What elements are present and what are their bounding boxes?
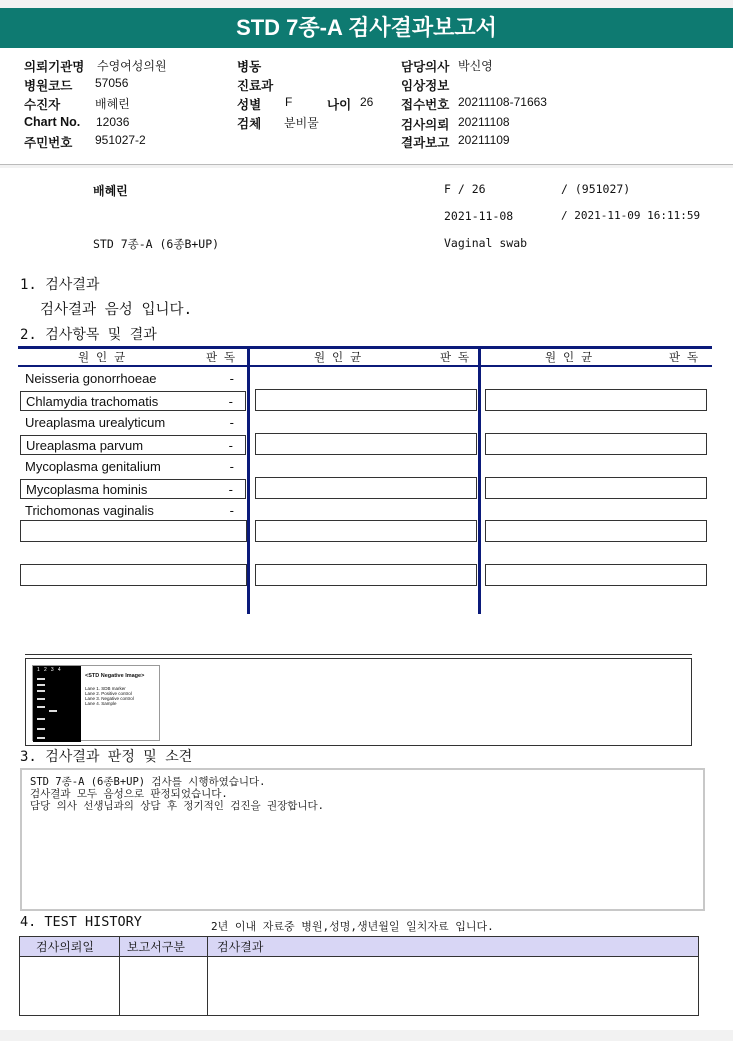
organism-name: Ureaplasma parvum [26,438,144,453]
organism-row [20,413,246,433]
summary-collect-date: 2021-11-08 [444,209,514,223]
column-header [18,349,247,365]
grid-divider [478,346,481,614]
organism-row [20,501,246,521]
institution-value: 수영여성의원 [97,59,167,73]
patient-value: 배혜린 [95,97,130,111]
history-divider [119,937,120,1015]
section1-title: 1. 검사결과 [20,277,100,293]
summary-specimen: Vaginal swab [444,236,528,250]
remarks-box [20,768,705,911]
summary-test-name: STD 7종-A (6종B+UP) [93,237,220,251]
remark-line: 담당 의사 선생님과의 상담 후 정기적인 검진을 권장합니다. [30,800,325,812]
grid-header-rule [18,365,712,367]
history-divider [207,937,208,1015]
section1-result: 검사결과 음성 입니다. [40,302,193,318]
ward-row [237,57,261,75]
gel-lane-numbers: 1 2 3 4 [37,667,61,673]
request-row [401,115,510,133]
organism-row [20,457,246,477]
image-divider [25,654,692,655]
report-date-value: 20211109 [458,133,510,147]
doctor-value: 박신영 [458,59,493,73]
column-header [481,349,712,365]
doctor-row [401,57,493,75]
summary-name: 배혜린 [93,184,128,198]
specimen-label: 검체 [237,117,262,131]
chart-label: Chart No. [24,115,81,129]
dept-label: 진료과 [237,79,274,93]
empty-cell [255,520,477,542]
organism-name: Mycoplasma genitalium [25,459,161,474]
gel-band [37,690,45,692]
col-judgement-label: 판 독 [206,350,236,364]
column-header [250,349,478,365]
history-table [19,936,699,1016]
clinical-label: 임상정보 [401,79,450,93]
organism-result: - [228,438,233,453]
organism-row [20,369,246,389]
accession-label: 접수번호 [401,98,450,112]
gel-band [49,710,57,712]
section3-title: 3. 검사결과 판정 및 소견 [20,749,193,765]
gel-legend-1: Lane 1. SDB marker [85,686,126,691]
col-judgement-label: 판 독 [669,350,699,364]
organism-name: Mycoplasma hominis [26,482,148,497]
institution-row [24,57,167,75]
empty-cell [485,389,707,411]
sex-value: F [285,95,293,109]
remark-line: 검사결과 모두 음성으로 판정되었습니다. [30,788,228,800]
organism-result: - [229,415,234,430]
empty-cell [20,564,247,586]
organism-row [20,391,246,411]
report-date-row [401,133,510,151]
organism-result: - [229,459,234,474]
report-title: STD 7종-A 검사결과보고서 [0,8,733,48]
hospital-code-label: 병원코드 [24,79,73,93]
summary-report-datetime: / 2021-11-09 16:11:59 [561,209,701,222]
organism-name: Chlamydia trachomatis [26,394,159,409]
accession-value: 20211108-71663 [458,95,547,109]
gel-legend-4: Lane 4. Sample [85,701,117,706]
empty-cell [255,564,477,586]
gel-band [37,718,45,720]
col-organism-label: 원 인 균 [314,350,362,364]
empty-cell [485,477,707,499]
request-value: 20211108 [458,115,510,129]
col-judgement-label: 판 독 [440,350,470,364]
empty-cell [485,520,707,542]
organism-result: - [229,371,234,386]
remark-line: STD 7종-A (6종B+UP) 검사를 시행하였습니다. [30,776,266,788]
gel-image-frame [25,658,692,746]
organism-row [20,435,246,455]
age-value: 26 [360,95,374,109]
gel-band [37,728,45,730]
gel-band [37,684,45,686]
empty-cell [485,564,707,586]
patient-label: 수진자 [24,98,61,112]
history-col-result: 검사결과 [217,940,264,954]
gel-legend-3: Lane 3. Negative control [85,696,134,701]
summary-rrn: / (951027) [561,182,631,196]
summary-sex-age: F / 26 [444,182,486,196]
specimen-value: 분비물 [284,116,319,130]
age-label: 나이 [327,98,352,112]
organism-result: - [228,482,233,497]
history-header [20,937,698,957]
empty-cell [485,433,707,455]
sex-label: 성별 [237,98,262,112]
ward-label: 병동 [237,60,262,74]
rrn-row [24,133,146,151]
report-date-label: 결과보고 [401,136,450,150]
hospital-code-value: 57056 [95,76,129,90]
organism-result: - [228,394,233,409]
chart-value: 12036 [96,115,130,129]
gel-band [37,698,45,700]
request-label: 검사의뢰 [401,118,450,132]
gel-image [32,665,160,741]
accession-row [401,95,547,113]
section2-title: 2. 검사항목 및 결과 [20,327,157,343]
gel-band [37,706,45,708]
gel-band [37,678,45,680]
empty-cell [255,389,477,411]
dept-row [237,76,273,94]
organism-name: Trichomonas vaginalis [25,503,154,518]
chart-row [24,115,130,129]
empty-cell [255,433,477,455]
history-col-report-type: 보고서구분 [127,940,185,954]
grid-divider [247,346,250,614]
empty-cell [255,477,477,499]
organism-result: - [229,503,234,518]
gel-lanes [33,666,81,742]
results-grid [18,346,712,616]
patient-row [24,95,130,113]
gel-caption: <STD Negative Image> [85,673,145,679]
organism-name: Ureaplasma urealyticum [25,415,166,430]
empty-cell [20,520,247,542]
col-organism-label: 원 인 균 [78,350,126,364]
institution-label: 의뢰기관명 [24,60,85,74]
gel-band [37,737,45,739]
history-col-request-date: 검사의뢰일 [36,940,94,954]
history-note: 2년 이내 자료중 병원,성명,생년월일 일치자료 입니다. [211,920,494,933]
gel-legend-2: Lane 2. Positive control [85,691,132,696]
organism-name: Neisseria gonorrhoeae [25,371,157,386]
clinical-row [401,76,449,94]
specimen-row [237,114,319,132]
rrn-value: 951027-2 [95,133,146,147]
section4-title: 4. TEST HISTORY [20,914,142,930]
doctor-label: 담당의사 [401,60,450,74]
sex-age-row [237,95,377,113]
report-paper [0,168,733,1030]
hospital-code-row [24,76,129,94]
rrn-label: 주민번호 [24,136,73,150]
report-header [0,48,733,165]
col-organism-label: 원 인 균 [545,350,593,364]
organism-row [20,479,246,499]
